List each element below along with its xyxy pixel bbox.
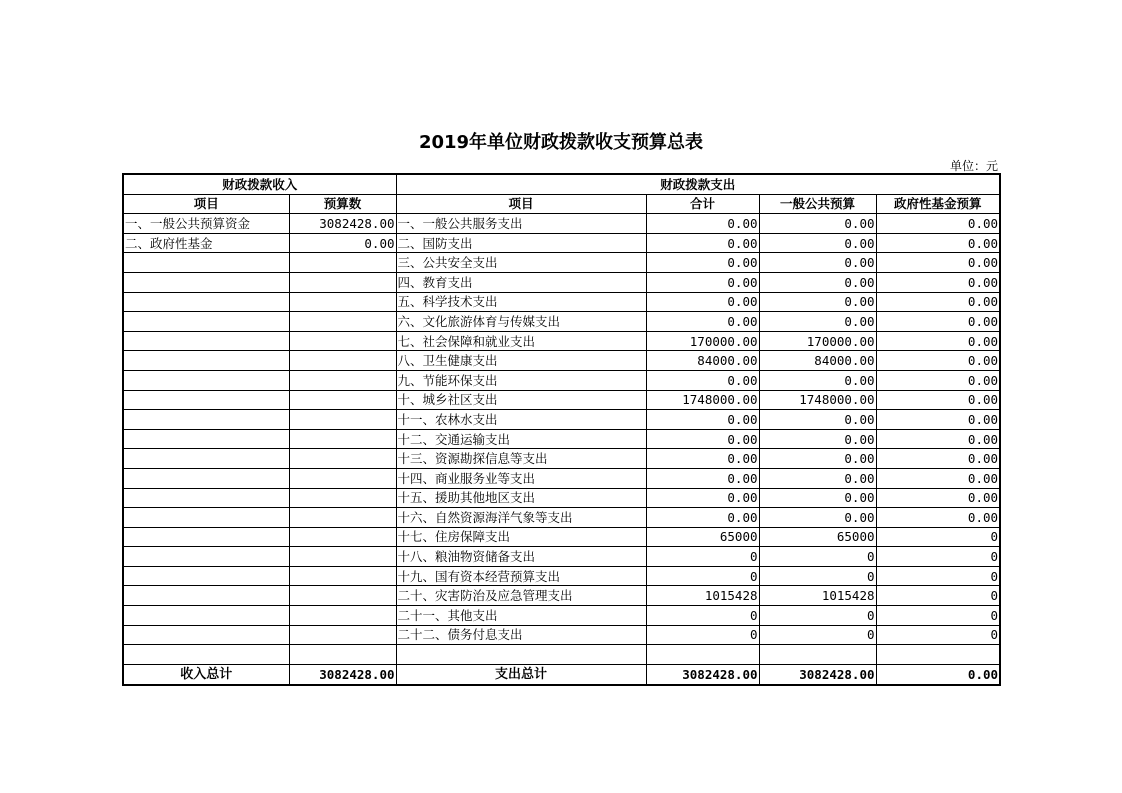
- income-item-cell: [123, 625, 289, 645]
- expense-total-cell: 0.00: [646, 429, 759, 449]
- expense-total-cell: 0.00: [646, 214, 759, 234]
- expense-fund-cell: 0: [876, 527, 1000, 547]
- income-item-cell: [123, 645, 289, 665]
- expense-general-cell: 170000.00: [759, 331, 876, 351]
- expense-total-cell: 0.00: [646, 312, 759, 332]
- expense-general-cell: 0.00: [759, 214, 876, 234]
- expense-total-cell: 0.00: [646, 410, 759, 430]
- expense-item-cell: 三、公共安全支出: [396, 253, 646, 273]
- income-item-header: 项目: [123, 194, 289, 214]
- expense-item-cell: 二十、灾害防治及应急管理支出: [396, 586, 646, 606]
- expense-fund-cell: 0.00: [876, 468, 1000, 488]
- expense-general-header: 一般公共预算: [759, 194, 876, 214]
- income-amount-cell: [289, 566, 396, 586]
- income-amount-cell: [289, 449, 396, 469]
- table-row: [123, 272, 1000, 292]
- income-amount-cell: [289, 253, 396, 273]
- expense-item-cell: 二、国防支出: [396, 233, 646, 253]
- expense-fund-cell: 0: [876, 625, 1000, 645]
- table-row: [123, 606, 1000, 626]
- expense-total-cell: 0: [646, 566, 759, 586]
- expense-fund-cell: [876, 645, 1000, 665]
- income-amount-cell: [289, 625, 396, 645]
- table-row: [123, 527, 1000, 547]
- table-row: [123, 233, 1000, 253]
- expense-item-cell: 十七、住房保障支出: [396, 527, 646, 547]
- income-item-cell: [123, 429, 289, 449]
- expense-fund-cell: 0.00: [876, 429, 1000, 449]
- income-amount-cell: [289, 606, 396, 626]
- expense-total-cell: 0.00: [646, 253, 759, 273]
- expense-general-sum: 3082428.00: [759, 664, 876, 685]
- table-body: [123, 214, 1000, 665]
- budget-table: [122, 173, 1001, 686]
- income-item-cell: [123, 468, 289, 488]
- page-title: 2019年单位财政拨款收支预算总表: [418, 132, 704, 153]
- expense-total-cell: 0.00: [646, 468, 759, 488]
- expense-general-cell: 84000.00: [759, 351, 876, 371]
- expense-fund-cell: 0.00: [876, 351, 1000, 371]
- income-item-cell: [123, 410, 289, 430]
- header-group-row: [123, 174, 1000, 194]
- income-item-cell: [123, 488, 289, 508]
- unit-label: 单位：元: [949, 159, 998, 173]
- expense-total-cell: 0.00: [646, 508, 759, 528]
- expense-item-cell: 四、教育支出: [396, 272, 646, 292]
- expense-total-cell: 0: [646, 547, 759, 567]
- expense-fund-cell: 0.00: [876, 312, 1000, 332]
- table-row: [123, 410, 1000, 430]
- expense-general-cell: 0.00: [759, 468, 876, 488]
- income-amount-cell: 3082428.00: [289, 214, 396, 234]
- income-item-cell: 二、政府性基金: [123, 233, 289, 253]
- expense-general-cell: 0.00: [759, 233, 876, 253]
- income-item-cell: [123, 547, 289, 567]
- income-amount-cell: [289, 586, 396, 606]
- table-row: [123, 449, 1000, 469]
- expense-fund-cell: 0.00: [876, 331, 1000, 351]
- table-row: [123, 312, 1000, 332]
- income-amount-cell: [289, 292, 396, 312]
- expense-item-cell: [396, 645, 646, 665]
- expense-fund-sum: 0.00: [876, 664, 1000, 685]
- table-row: [123, 292, 1000, 312]
- table-row: [123, 488, 1000, 508]
- table-row: [123, 566, 1000, 586]
- expense-general-cell: 0.00: [759, 253, 876, 273]
- expense-item-cell: 十一、农林水支出: [396, 410, 646, 430]
- income-amount-cell: [289, 331, 396, 351]
- expense-total-header: 合计: [646, 194, 759, 214]
- expense-fund-cell: 0.00: [876, 410, 1000, 430]
- expense-fund-cell: 0.00: [876, 508, 1000, 528]
- income-amount-cell: [289, 410, 396, 430]
- income-total-amount: 3082428.00: [289, 664, 396, 685]
- income-item-cell: [123, 586, 289, 606]
- expense-fund-header: 政府性基金预算: [876, 194, 1000, 214]
- expense-total-cell: 170000.00: [646, 331, 759, 351]
- income-amount-cell: [289, 645, 396, 665]
- income-item-cell: [123, 390, 289, 410]
- expense-fund-cell: 0.00: [876, 370, 1000, 390]
- expense-total-cell: [646, 645, 759, 665]
- expense-item-cell: 五、科学技术支出: [396, 292, 646, 312]
- income-amount-cell: [289, 272, 396, 292]
- income-item-cell: [123, 508, 289, 528]
- expense-fund-cell: 0: [876, 586, 1000, 606]
- table-row: [123, 390, 1000, 410]
- expense-total-cell: 1015428: [646, 586, 759, 606]
- expense-total-sum: 3082428.00: [646, 664, 759, 685]
- table-row: [123, 253, 1000, 273]
- expense-general-cell: 1748000.00: [759, 390, 876, 410]
- expense-general-cell: 0.00: [759, 449, 876, 469]
- expense-item-cell: 十四、商业服务业等支出: [396, 468, 646, 488]
- expense-group-header: 财政拨款支出: [396, 174, 1000, 194]
- expense-fund-cell: 0.00: [876, 488, 1000, 508]
- expense-general-cell: 65000: [759, 527, 876, 547]
- expense-fund-cell: 0.00: [876, 390, 1000, 410]
- expense-general-cell: 1015428: [759, 586, 876, 606]
- income-item-cell: 一、一般公共预算资金: [123, 214, 289, 234]
- expense-total-cell: 0.00: [646, 370, 759, 390]
- expense-total-cell: 0: [646, 606, 759, 626]
- income-item-cell: [123, 351, 289, 371]
- expense-item-cell: 十六、自然资源海洋气象等支出: [396, 508, 646, 528]
- expense-total-cell: 1748000.00: [646, 390, 759, 410]
- expense-item-cell: 十二、交通运输支出: [396, 429, 646, 449]
- expense-fund-cell: 0.00: [876, 214, 1000, 234]
- income-item-cell: [123, 527, 289, 547]
- header-column-row: [123, 194, 1000, 214]
- expense-item-cell: 二十一、其他支出: [396, 606, 646, 626]
- expense-item-cell: 十三、资源勘探信息等支出: [396, 449, 646, 469]
- table-row: [123, 468, 1000, 488]
- expense-fund-cell: 0.00: [876, 253, 1000, 273]
- expense-general-cell: 0: [759, 606, 876, 626]
- expense-general-cell: 0.00: [759, 292, 876, 312]
- expense-item-cell: 十、城乡社区支出: [396, 390, 646, 410]
- table-row: [123, 370, 1000, 390]
- table-row: [123, 351, 1000, 371]
- expense-general-cell: 0: [759, 566, 876, 586]
- expense-fund-cell: 0: [876, 547, 1000, 567]
- table-row: [123, 547, 1000, 567]
- expense-total-cell: 0.00: [646, 292, 759, 312]
- expense-item-cell: 九、节能环保支出: [396, 370, 646, 390]
- income-item-cell: [123, 331, 289, 351]
- income-amount-cell: [289, 527, 396, 547]
- income-item-cell: [123, 370, 289, 390]
- income-amount-cell: 0.00: [289, 233, 396, 253]
- income-amount-cell: [289, 468, 396, 488]
- expense-general-cell: 0.00: [759, 508, 876, 528]
- expense-total-cell: 0.00: [646, 449, 759, 469]
- expense-fund-cell: 0.00: [876, 233, 1000, 253]
- expense-fund-cell: 0.00: [876, 292, 1000, 312]
- income-item-cell: [123, 312, 289, 332]
- expense-total-cell: 84000.00: [646, 351, 759, 371]
- income-amount-cell: [289, 508, 396, 528]
- table-row: [123, 429, 1000, 449]
- expense-general-cell: 0.00: [759, 272, 876, 292]
- expense-item-cell: 六、文化旅游体育与传媒支出: [396, 312, 646, 332]
- expense-item-cell: 一、一般公共服务支出: [396, 214, 646, 234]
- income-amount-cell: [289, 351, 396, 371]
- income-item-cell: [123, 606, 289, 626]
- income-item-cell: [123, 449, 289, 469]
- expense-general-cell: [759, 645, 876, 665]
- income-item-cell: [123, 566, 289, 586]
- expense-general-cell: 0.00: [759, 429, 876, 449]
- expense-fund-cell: 0.00: [876, 272, 1000, 292]
- expense-general-cell: 0.00: [759, 410, 876, 430]
- income-amount-cell: [289, 547, 396, 567]
- expense-general-cell: 0.00: [759, 488, 876, 508]
- table-row: [123, 214, 1000, 234]
- expense-general-cell: 0: [759, 547, 876, 567]
- expense-fund-cell: 0.00: [876, 449, 1000, 469]
- income-amount-cell: [289, 488, 396, 508]
- table-row: [123, 331, 1000, 351]
- income-amount-header: 预算数: [289, 194, 396, 214]
- income-amount-cell: [289, 429, 396, 449]
- income-item-cell: [123, 253, 289, 273]
- expense-total-cell: 0.00: [646, 233, 759, 253]
- expense-total-cell: 0.00: [646, 272, 759, 292]
- expense-item-cell: 十九、国有资本经营预算支出: [396, 566, 646, 586]
- income-item-cell: [123, 292, 289, 312]
- expense-item-cell: 十八、粮油物资储备支出: [396, 547, 646, 567]
- income-amount-cell: [289, 370, 396, 390]
- income-amount-cell: [289, 390, 396, 410]
- expense-item-header: 项目: [396, 194, 646, 214]
- expense-item-cell: 二十二、债务付息支出: [396, 625, 646, 645]
- table-row: [123, 508, 1000, 528]
- expense-general-cell: 0: [759, 625, 876, 645]
- expense-fund-cell: 0: [876, 606, 1000, 626]
- expense-total-cell: 65000: [646, 527, 759, 547]
- totals-row: [123, 664, 1000, 685]
- table-row: [123, 586, 1000, 606]
- income-amount-cell: [289, 312, 396, 332]
- expense-total-cell: 0.00: [646, 488, 759, 508]
- income-total-label: 收入总计: [123, 664, 289, 685]
- expense-total-label: 支出总计: [396, 664, 646, 685]
- table-row: [123, 625, 1000, 645]
- expense-general-cell: 0.00: [759, 370, 876, 390]
- expense-item-cell: 十五、援助其他地区支出: [396, 488, 646, 508]
- income-group-header: 财政拨款收入: [123, 174, 396, 194]
- expense-item-cell: 八、卫生健康支出: [396, 351, 646, 371]
- expense-total-cell: 0: [646, 625, 759, 645]
- expense-fund-cell: 0: [876, 566, 1000, 586]
- income-item-cell: [123, 272, 289, 292]
- table-row: [123, 645, 1000, 665]
- expense-general-cell: 0.00: [759, 312, 876, 332]
- expense-item-cell: 七、社会保障和就业支出: [396, 331, 646, 351]
